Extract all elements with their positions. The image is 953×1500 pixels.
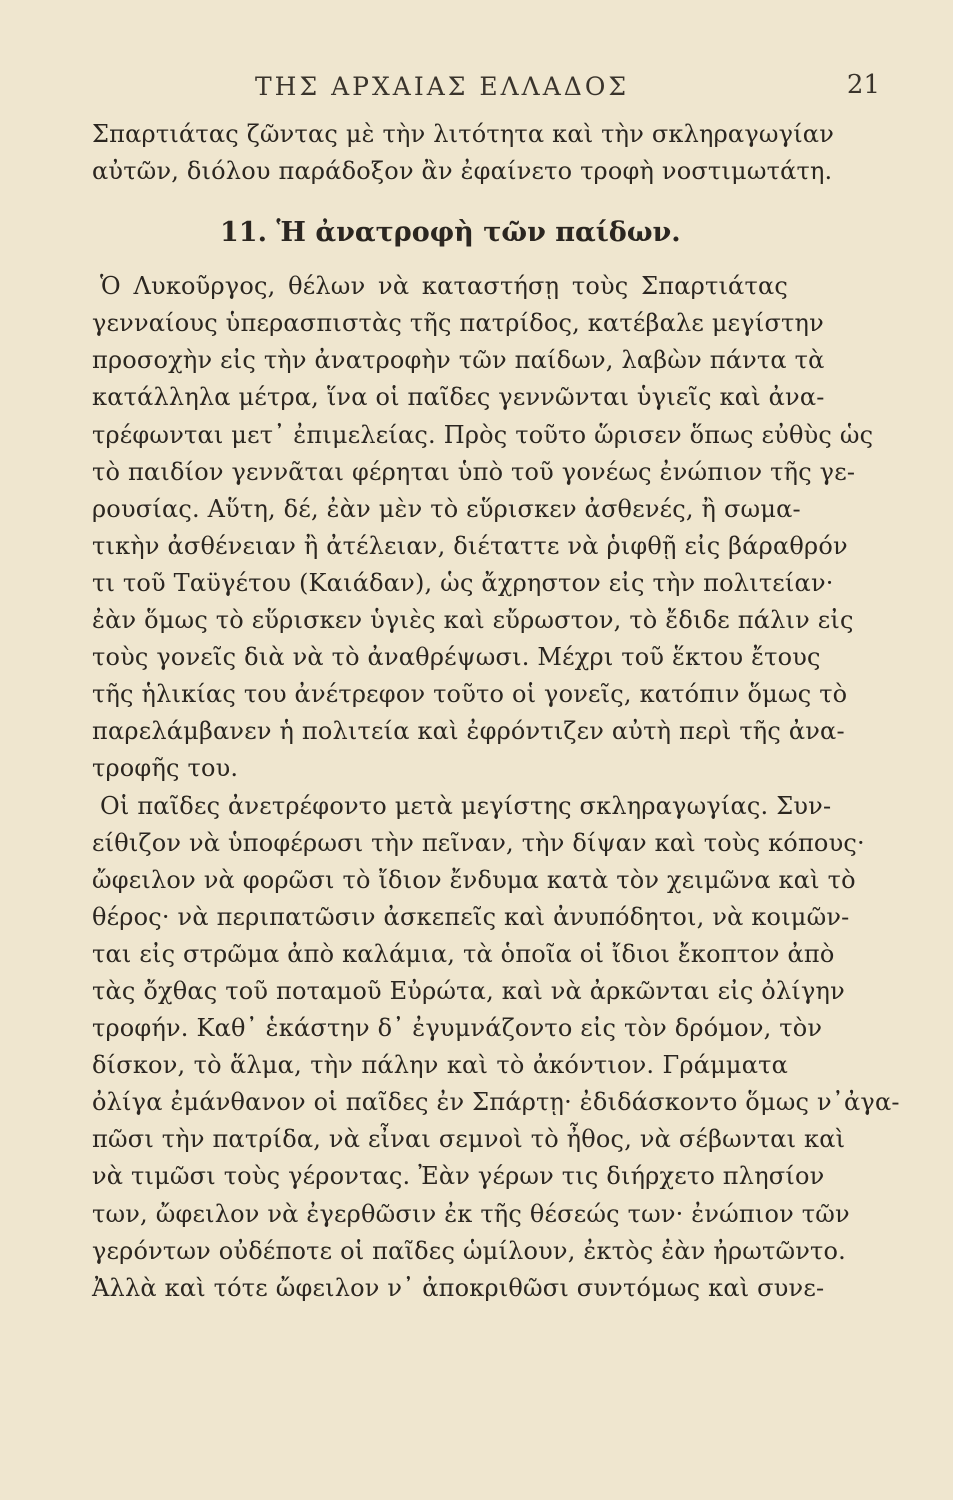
text-line: Σπαρτιάτας ζῶντας μὲ τὴν λιτότητα καὶ τὴν σκληραγωγίαν xyxy=(92,120,835,148)
text-line: τροφήν. Καθ᾽ ἑκάστην δ᾽ ἐγυμνάζοντο εἰς τὸν δρόμον, τὸν xyxy=(92,1014,823,1043)
section-heading: 11. Ἡ ἀνατροφὴ τῶν παίδων. xyxy=(220,217,681,249)
text-line: ται εἰς στρῶμα ἀπὸ καλάμια, τὰ ὁποῖα οἱ ἴδιοι ἔκοπτον ἀπὸ xyxy=(92,939,835,968)
text-line: ὀλίγα ἐμάνθανον οἱ παῖδες ἐν Σπάρτῃ· ἐδιδάσκοντο ὅμως ν᾽ἀγα- xyxy=(92,1088,900,1117)
text-line: τρέφωνται μετ᾽ ἐπιμελείας. Πρὸς τοῦτο ὥρισεν ὅπως εὐθὺς ὡς xyxy=(92,420,874,449)
text-line: τὰς ὄχθας τοῦ ποταμοῦ Εὐρώτα, καὶ νὰ ἀρκῶνται εἰς ὀλίγην xyxy=(92,976,845,1005)
text-line: τικὴν ἀσθένειαν ἢ ἀτέλειαν, διέταττε νὰ ῥιφθῇ εἰς βάραθρόν xyxy=(92,531,848,560)
text-line: ὤφειλον νὰ φορῶσι τὸ ἴδιον ἔνδυμα κατὰ τὸν χειμῶνα καὶ τὸ xyxy=(92,865,856,894)
text-line: παρελάμβανεν ἡ πολιτεία καὶ ἐφρόντιζεν αὐτὴ περὶ τῆς ἀνα- xyxy=(92,717,845,746)
page-number: 21 xyxy=(846,70,880,100)
text-line: είθιζον νὰ ὑποφέρωσι τὴν πεῖναν, τὴν δίψαν καὶ τοὺς κόπους· xyxy=(92,828,865,857)
text-line: προσοχὴν εἰς τὴν ἀνατροφὴν τῶν παίδων, λαβὼν πάντα τὰ xyxy=(92,346,825,375)
page-header xyxy=(90,68,880,108)
text-line: Οἱ παῖδες ἀνετρέφοντο μετὰ μεγίστης σκληραγωγίας. Συν- xyxy=(100,791,832,820)
text-line: τῆς ἡλικίας του ἀνέτρεφον τοῦτο οἱ γονεῖς, κατόπιν ὅμως τὸ xyxy=(92,680,848,709)
text-line: θέρος· νὰ περιπατῶσιν ἀσκεπεῖς καὶ ἀνυπόδητοι, νὰ κοιμῶν- xyxy=(92,902,850,931)
text-line: γερόντων οὐδέποτε οἱ παῖδες ὡμίλουν, ἐκτὸς ἐὰν ἠρωτῶντο. xyxy=(92,1236,847,1265)
text-line: τροφῆς του. xyxy=(92,754,239,783)
paragraph xyxy=(92,788,900,1307)
text-line: κατάλληλα μέτρα, ἵνα οἱ παῖδες γεννῶνται ὑγιεῖς καὶ ἀνα- xyxy=(92,383,825,412)
paragraph xyxy=(92,268,874,787)
body-text xyxy=(92,116,900,1307)
text-line: τοὺς γονεῖς διὰ νὰ τὸ ἀναθρέψωσι. Μέχρι τοῦ ἕκτου ἔτους xyxy=(92,643,821,672)
text-line: Ὁ Λυκοῦργος, θέλων νὰ καταστήσῃ τοὺς Σπαρτιάτας xyxy=(100,272,788,301)
running-title: ΤΗΣ ΑΡΧΑΙΑΣ ΕΛΛΑΔΟΣ xyxy=(255,72,630,101)
text-line: τι τοῦ Ταϋγέτου (Καιάδαν), ὡς ἄχρηστον εἰς τὴν πολιτείαν· xyxy=(92,568,834,597)
text-line: ρουσίας. Αὕτη, δέ, ἐὰν μὲν τὸ εὕρισκεν ἀσθενές, ἢ σωμα- xyxy=(92,494,801,523)
text-line: των, ὤφειλον νὰ ἐγερθῶσιν ἐκ τῆς θέσεώς των· ἐνώπιον τῶν xyxy=(92,1199,850,1228)
text-line: δίσκον, τὸ ἅλμα, τὴν πάλην καὶ τὸ ἀκόντιον. Γράμματα xyxy=(92,1051,788,1080)
text-line: Ἀλλὰ καὶ τότε ὤφειλον ν᾽ ἀποκριθῶσι συντόμως καὶ συνε- xyxy=(92,1273,825,1302)
text-line: γενναίους ὑπερασπιστὰς τῆς πατρίδος, κατέβαλε μεγίστην xyxy=(92,309,824,338)
text-line: νὰ τιμῶσι τοὺς γέροντας. Ἐὰν γέρων τις διήρχετο πλησίον xyxy=(92,1162,825,1191)
text-line: πῶσι τὴν πατρίδα, νὰ εἶναι σεμνοὶ τὸ ἦθος, νὰ σέβωνται καὶ xyxy=(92,1125,846,1154)
text-line: τὸ παιδίον γεννᾶται φέρηται ὑπὸ τοῦ γονέως ἐνώπιον τῆς γε- xyxy=(92,457,856,486)
text-line: αὐτῶν, διόλου παράδοξον ἂν ἐφαίνετο τροφὴ νοστιμωτάτη. xyxy=(92,157,833,186)
text-line: ἐὰν ὅμως τὸ εὕρισκεν ὑγιὲς καὶ εὔρωστον, τὸ ἔδιδε πάλιν εἰς xyxy=(92,606,854,635)
